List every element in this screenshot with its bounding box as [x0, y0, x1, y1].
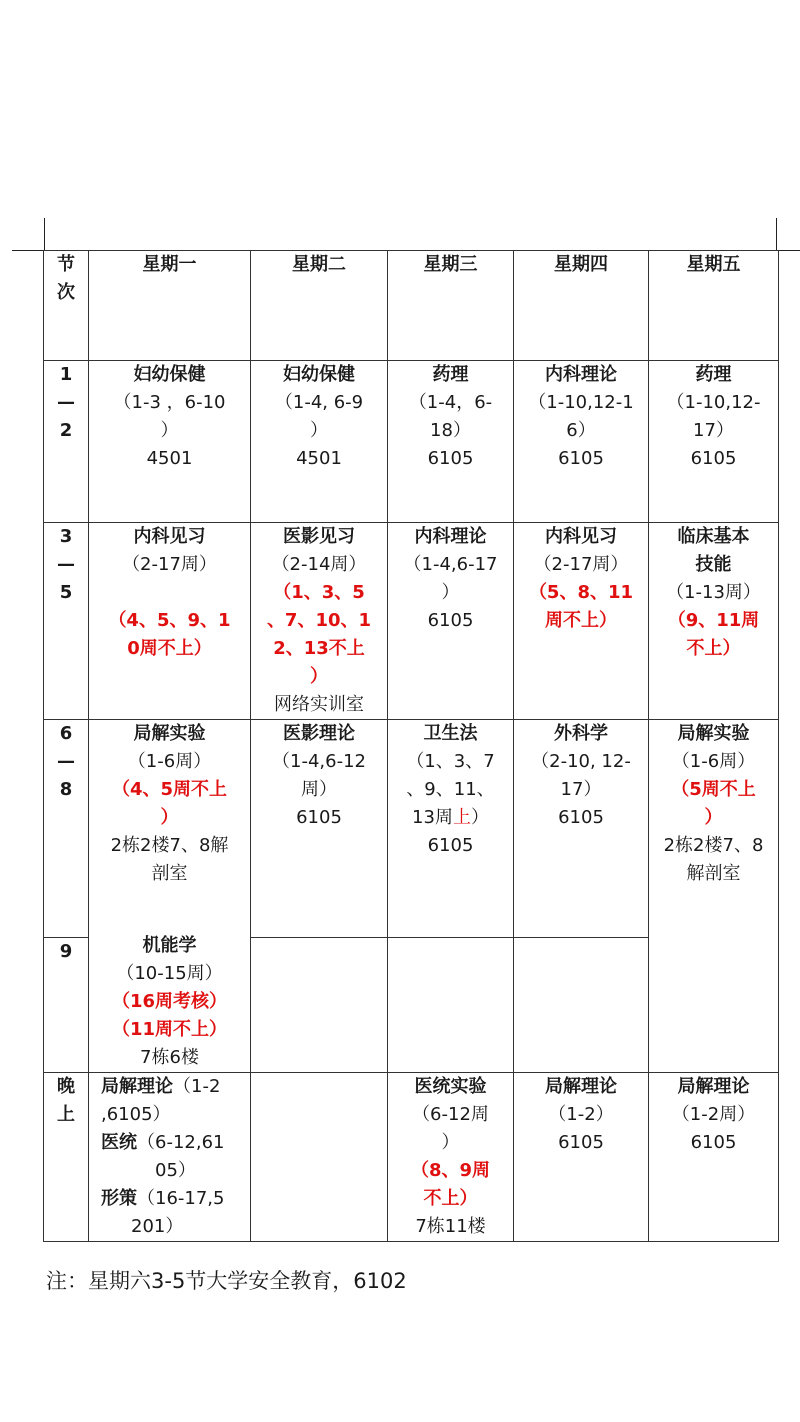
course-name: 卫生法	[423, 723, 478, 744]
cell-wed-9	[388, 938, 514, 1073]
room: 6105	[427, 835, 474, 856]
room: 6105	[558, 1132, 604, 1153]
room: 6105	[558, 807, 604, 828]
exception-note: （1、3、5	[273, 582, 365, 603]
exception-note: （8、9周	[410, 1160, 491, 1181]
room: 2栋2楼7、8	[663, 835, 764, 856]
day-header-tuesday: 星期二	[251, 251, 388, 361]
course-name: 局解实验	[677, 723, 750, 744]
cell-tue-9	[251, 938, 388, 1073]
row-periods-6-8	[44, 720, 779, 938]
course-name: 妇幼保健	[133, 364, 206, 385]
cell-mon-3-5: 内科见习 （2-17周） （4、5、9、1 0周不上）	[89, 523, 251, 720]
cell-fri-1-2: 药理 （1-10,12- 17） 6105	[649, 361, 779, 523]
room: 6105	[690, 448, 737, 469]
exception-note-2: （16周考核）	[111, 991, 228, 1012]
course-name: 内科理论	[545, 364, 617, 385]
cell-fri-evening: 局解理论 （1-2周） 6105	[649, 1073, 779, 1242]
period-label-3-5: 3 — 5	[44, 523, 89, 720]
room: 7栋11楼	[415, 1216, 486, 1237]
room: 6105	[427, 448, 474, 469]
course-name: 外科学	[554, 723, 608, 744]
exception-note: （4、5周不上	[111, 779, 228, 800]
course-name: 临床基本	[677, 526, 750, 547]
period-header: 节 次	[44, 251, 89, 361]
exception-note: （4、5、9、1	[108, 610, 231, 631]
course-name: 局解实验	[133, 723, 206, 744]
cell-thu-6-8: 外科学 （2-10, 12- 17） 6105	[514, 720, 649, 938]
room: 网络实训室	[274, 694, 364, 715]
period-label-1-2: 1 — 2	[44, 361, 89, 523]
room: 6105	[296, 807, 342, 828]
cell-tue-evening	[251, 1073, 388, 1242]
course-name-2: 机能学	[142, 935, 197, 956]
day-header-monday: 星期一	[89, 251, 251, 361]
header-row	[44, 251, 779, 361]
cell-thu-1-2: 内科理论 （1-10,12-1 6） 6105	[514, 361, 649, 523]
day-header-thursday: 星期四	[514, 251, 649, 361]
room: 4501	[146, 448, 193, 469]
period-label-evening: 晚 上	[44, 1073, 89, 1242]
course-name: 内科理论	[414, 526, 487, 547]
cell-wed-1-2: 药理 （1-4，6- 18） 6105	[388, 361, 514, 523]
exception-note: （9、11周	[667, 610, 760, 631]
crop-line-left	[44, 218, 45, 250]
cell-wed-evening: 医统实验 （6-12周 ） （8、9周 不上） 7栋11楼	[388, 1073, 514, 1242]
room: 6105	[427, 610, 474, 631]
cell-mon-1-2: 妇幼保健 （1-3 ，6-10 ） 4501	[89, 361, 251, 523]
cell-mon-6-9: 局解实验 （1-6周） （4、5周不上 ） 2栋2楼7、8解 剖室 机能学 （10-15周） （16周考核） （11周不上） 7栋6楼	[89, 720, 251, 1073]
course-name: 局解理论	[677, 1076, 750, 1097]
cell-wed-6-8: 卫生法 （1、3、7 、9、11、 13周上） 6105	[388, 720, 514, 938]
cell-thu-9	[514, 938, 649, 1073]
day-header-friday: 星期五	[649, 251, 779, 361]
course-name: 局解理论	[545, 1076, 617, 1097]
room: 2栋2楼7、8解	[110, 835, 229, 856]
crop-line-right	[776, 218, 777, 250]
room: 4501	[296, 448, 342, 469]
course-name: 医影见习	[283, 526, 355, 547]
row-evening	[44, 1073, 779, 1242]
course-name: 医影理论	[283, 723, 355, 744]
row-periods-1-2	[44, 361, 779, 523]
course-name: 医统实验	[414, 1076, 487, 1097]
cell-wed-3-5: 内科理论 （1-4,6-17 ） 6105	[388, 523, 514, 720]
room: 6105	[690, 1132, 737, 1153]
course-name: 药理	[432, 364, 469, 385]
exception-note: （5、8、11	[528, 582, 634, 603]
course-name: 内科见习	[545, 526, 617, 547]
day-header-wednesday: 星期三	[388, 251, 514, 361]
cell-tue-1-2: 妇幼保健 （1-4, 6-9 ） 4501	[251, 361, 388, 523]
footnote: 注：星期六3-5节大学安全教育，6102	[46, 1269, 407, 1293]
course-name: 妇幼保健	[283, 364, 355, 385]
cell-mon-evening: 局解理论（1-2 ,6105） 医统（6-12,61 05） 形策（16-17,5 201）	[89, 1073, 251, 1242]
cell-tue-6-8: 医影理论 （1-4,6-12 周） 6105	[251, 720, 388, 938]
period-label-9: 9	[44, 938, 89, 1073]
row-periods-3-5	[44, 523, 779, 720]
period-label-6-8: 6 — 8	[44, 720, 89, 938]
cell-tue-3-5: 医影见习 （2-14周） （1、3、5 、7、10、1 2、13不上 ） 网络实训室	[251, 523, 388, 720]
cell-thu-evening: 局解理论 （1-2） 6105	[514, 1073, 649, 1242]
room: 6105	[558, 448, 604, 469]
room-2: 7栋6楼	[140, 1047, 199, 1068]
exception-note: （5周不上	[671, 779, 756, 800]
course-name: 药理	[695, 364, 732, 385]
class-schedule-table	[43, 250, 779, 1242]
course-name: 内科见习	[133, 526, 206, 547]
cell-fri-3-5: 临床基本 技能 （1-13周） （9、11周 不上）	[649, 523, 779, 720]
cell-thu-3-5: 内科见习 （2-17周） （5、8、11 周不上）	[514, 523, 649, 720]
cell-fri-6-9: 局解实验 （1-6周） （5周不上 ） 2栋2楼7、8 解剖室	[649, 720, 779, 1073]
